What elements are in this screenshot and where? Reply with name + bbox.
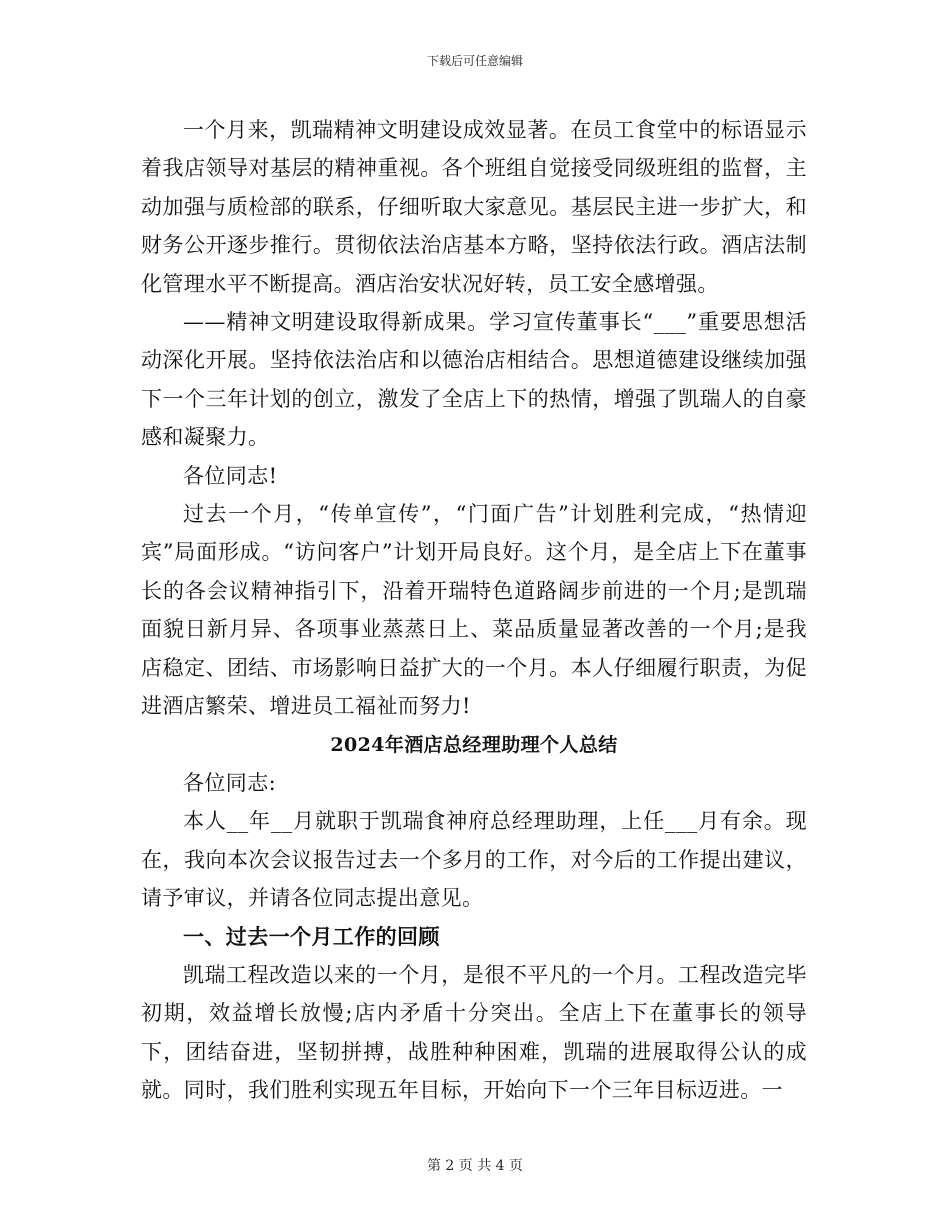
paragraph-civilization-results: 一个月来，凯瑞精神文明建设成效显著。在员工食堂中的标语显示着我店领导对基层的精神重视。各个班组自觉接受同级班组的监督，主动加强与质检部的联系，仔细听取大家意见。基层民主进一步扩大，和财务公开逐步推行。贯彻依法治店基本方略，坚持依法行政。酒店法制化管理水平不断提高。酒店治安状况好转，员工安全感增强。 xyxy=(141,118,807,296)
paragraph-introduction: 本人__年__月就职于凯瑞食神府总经理助理，上任___月有余。现在，我向本次会议报告过去一个多月的工作，对今后的工作提出建议，请予审议，并请各位同志提出意见。 xyxy=(141,809,807,911)
paragraph-project-review: 凯瑞工程改造以来的一个月，是很不平凡的一个月。工程改造完毕初期，效益增长放慢;店内矛盾十分突出。全店上下在董事长的领导下，团结奋进，坚韧拼搏，战胜种种困难，凯瑞的进展取得公认的成就。同时，我们胜利实现五年目标，开始向下一个三年目标迈进。一 xyxy=(141,962,807,1103)
page-header: 下载后可任意编辑 xyxy=(426,54,523,68)
paragraph-greeting: 各位同志! xyxy=(183,463,278,488)
document-title: 2024年酒店总经理助理个人总结 xyxy=(330,733,618,756)
page-number: 第 2 页 共 4 页 xyxy=(426,1158,524,1174)
paragraph-past-month: 过去一个月，“传单宣传”，“门面广告”计划胜利完成，“热情迎宾”局面形成。“访问客户”计划开局良好。这个月，是全店上下在董事长的各会议精神指引下，沿着开瑞特色道路阔步前进的一个月;是凯瑞面貌日新月异、各项事业蒸蒸日上、菜品质量显著改善的一个月;是我店稳定、团结、市场影响日益扩大的一个月。本人仔细履行职责，为促进酒店繁荣、增进员工福祉而努力! xyxy=(141,502,807,719)
section-heading-review: 一、过去一个月工作的回顾 xyxy=(183,923,440,949)
paragraph-spiritual-achievements: ——精神文明建设取得新成果。学习宣传董事长“___”重要思想活动深化开展。坚持依法治店和以德治店相结合。思想道德建设继续加强下一个三年计划的创立，激发了全店上下的热情，增强了凯瑞人的自豪感和凝聚力。 xyxy=(141,310,807,450)
document-body xyxy=(141,111,807,1110)
paragraph-salutation: 各位同志: xyxy=(183,770,277,795)
